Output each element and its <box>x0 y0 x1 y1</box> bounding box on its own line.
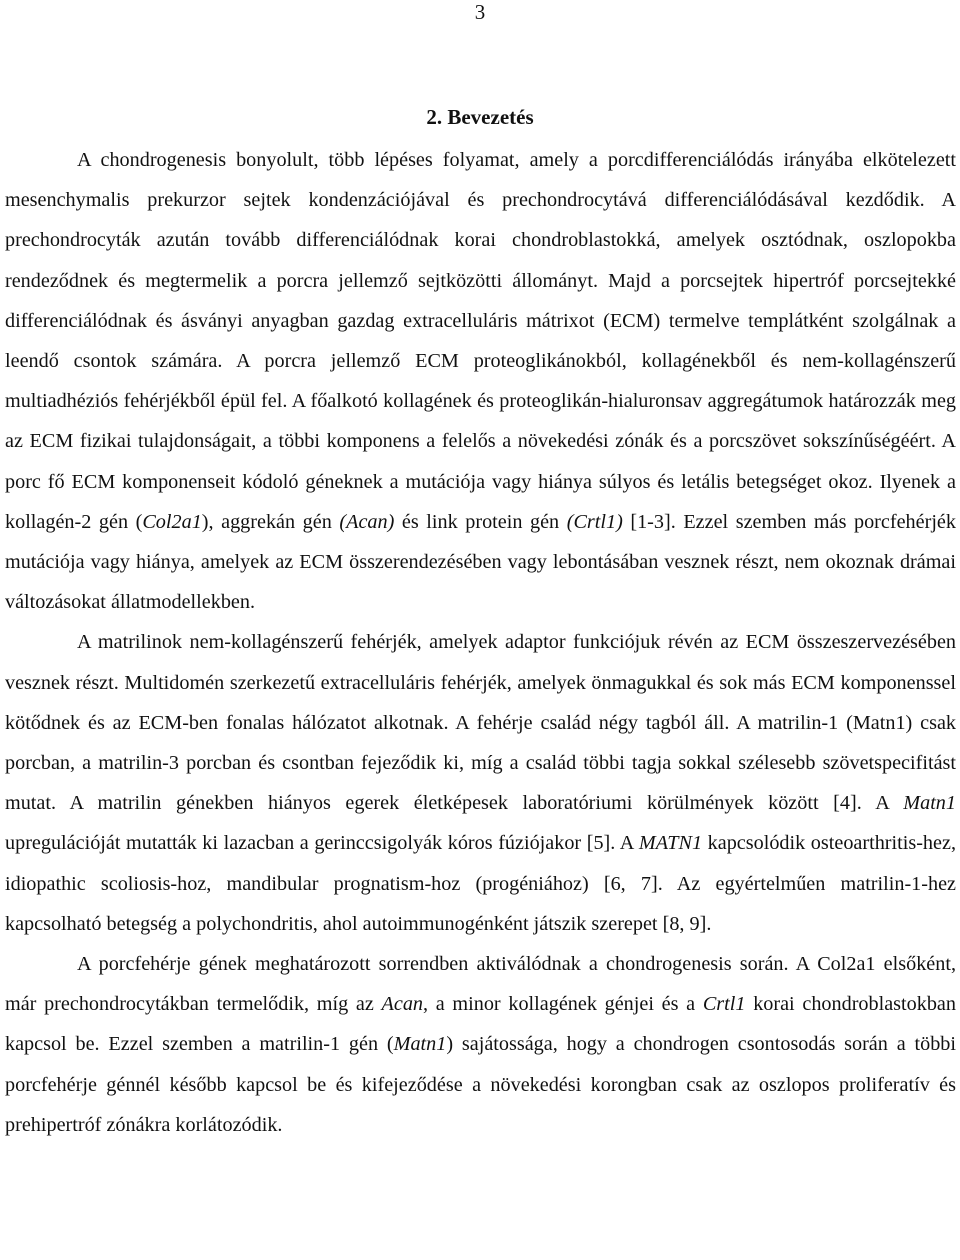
gene-name-italic: Crtl1 <box>702 993 746 1016</box>
text-segment: upregulációját mutatták ki lazacban a gerinccsigolyák kóros fúziójakor [5]. A <box>5 832 639 855</box>
page-number: 3 <box>474 0 486 24</box>
paragraph-3 <box>5 944 956 1145</box>
text-segment: [1-3]. Ezzel szemben más porcfehérjék mutációja vagy hiánya, amelyek az ECM összerendezésében vagy lebontásában vesznek részt, nem okoznak drámai változásokat állatmodellekben. <box>5 510 956 614</box>
paragraph-2 <box>5 622 956 944</box>
text-segment: , a minor kollagének génjei és a <box>423 993 703 1016</box>
gene-name-italic: Acan <box>381 993 424 1016</box>
text-segment: ), aggrekán gén <box>201 510 340 533</box>
text-segment: A matrilinok nem-kollagénszerű fehérjék, amelyek adaptor funkciójuk révén az ECM összeszervezésében vesznek részt. Multidomén szerkezetű extracelluláris fehérjék, amelyek önmagukkal és sok más ECM komponenssel kötődnek és az ECM-ben fonalas hálózatot alkotnak. A fehérje család négy tagból áll. A matrilin-1 (Matn1) csak porcban, a matrilin-3 porcban és csontban fejeződik ki, míg a család többi tagja sokkal szélesebb szövetspecifitást mutat. A matrilin génekben hiányos egerek életképesek laboratóriumi körülmények között [4]. A <box>5 631 956 815</box>
section-heading: 2. Bevezetés <box>426 105 534 129</box>
gene-name-italic: Col2a1 <box>142 510 202 533</box>
text-segment: kapcsolódik osteoarthritis-hez, idiopathic scoliosis-hoz, mandibular prognatism-hoz (progéniához) [6, 7]. Az egyértelműen matrilin-1-hez kapcsolható betegség a polychondritis, ahol autoimmunogénként játszik szerepet [8, 9]. <box>5 832 956 935</box>
text-segment: A chondrogenesis bonyolult, több lépéses folyamat, amely a porcdifferenciálódás irányába elkötelezett mesenchymalis prekurzor sejtek kondenzációjával és prechondrocytává differenciálódásával kezdődik. A prechondrocyták azután tovább differenciálódnak korai chondroblastokká, amelyek osztódnak, oszlopokba rendeződnek és megtermelik a porcra jellemző sejtközötti állományt. Majd a porcsejtek hipertróf porcsejtekké differenciálódnak és ásványi anyagban gazdag extracelluláris mátrixot (ECM) termelve templátként szolgálnak a leendő csontok számára. A porcra jellemző ECM proteoglikánokból, kollagénekből és nem-kollagénszerű multiadhéziós fehérjékből épül fel. A főalkotó kollagének és proteoglikán-hialuronsav aggregátumok határozzák meg az ECM fizikai tulajdonságait, a többi komponens a felelős a növekedési zónák és a porcszövet sokszínűségéért. A porc fő ECM komponenseit kódoló géneknek a mutációja vagy hiánya súlyos és letális betegséget okoz. Ilyenek a kollagén-2 gén ( <box>5 149 956 533</box>
text-segment: korai chondroblastokban kapcsol be. Ezzel szemben a matrilin-1 gén ( <box>5 993 956 1056</box>
text-segment: A porcfehérje gének meghatározott sorrendben aktiválódnak a chondrogenesis során. A Col2a1 elsőként, már prechondrocytákban termelődik, míg az <box>5 953 956 1016</box>
gene-name-italic: Matn1 <box>393 1033 447 1056</box>
gene-name-italic: (Crtl1) <box>566 510 623 533</box>
text-segment: ) sajátossága, hogy a chondrogen csontosodás során a többi porcfehérje génnél később kapcsol be és kifejeződése a növekedési korongban csak az oszlopos proliferatív és prehipertróf zónákra korlátozódik. <box>5 1033 956 1136</box>
body-text <box>5 140 956 1145</box>
paragraph-1 <box>5 140 956 622</box>
gene-name-italic: (Acan) <box>339 510 395 533</box>
gene-name-italic: MATN1 <box>638 832 703 855</box>
gene-name-italic: Matn1 <box>903 792 956 815</box>
text-segment: és link protein gén <box>394 510 567 533</box>
